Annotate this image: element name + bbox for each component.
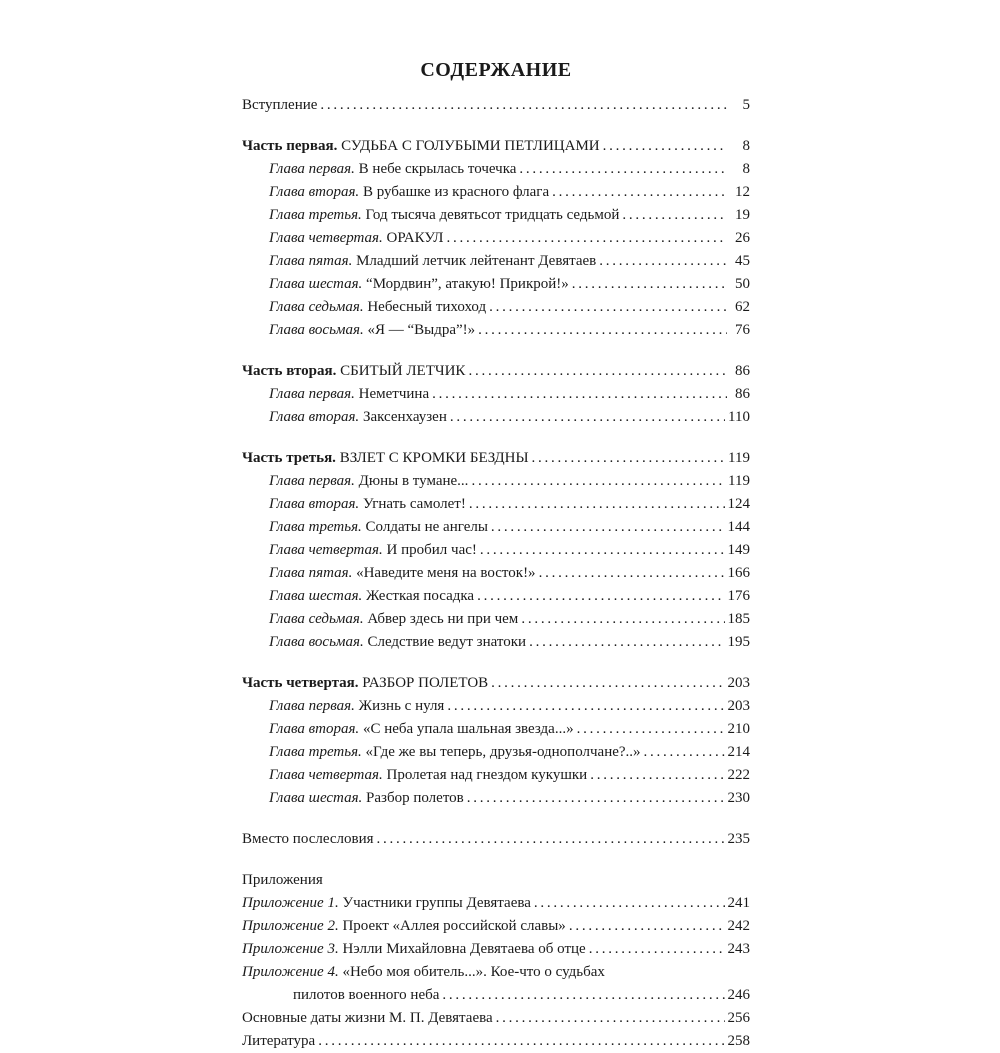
toc-entry-prefix: Глава вторая.: [269, 409, 360, 425]
toc-entry-prefix: Глава четвертая.: [269, 230, 383, 246]
toc-entry-prefix: Глава седьмая.: [269, 299, 364, 315]
toc-entry: [242, 158, 750, 181]
page-title: СОДЕРЖАНИЕ: [420, 59, 572, 81]
toc-entry-text: СБИТЫЙ ЛЕТЧИК: [336, 363, 466, 379]
toc-entry-title: [269, 296, 486, 319]
toc-entry-text: Приложения: [242, 872, 323, 888]
toc-entry-text: И пробил час!: [382, 542, 477, 558]
toc-entry-title: [242, 1007, 493, 1030]
toc-entry-title: [269, 181, 549, 204]
toc-entry-title: [269, 273, 569, 296]
dot-leader: [442, 984, 724, 1007]
toc-entry-prefix: Приложение 4.: [242, 964, 339, 980]
toc-entry-text: Угнать самолет!: [359, 496, 466, 512]
toc-entry: [242, 135, 750, 158]
page-number: 50: [735, 276, 750, 292]
toc-entry: [242, 764, 750, 787]
dot-leader: [539, 562, 725, 585]
toc-entry-title: [242, 1030, 315, 1053]
page-number: 203: [727, 675, 750, 691]
toc-entry-prefix: Глава вторая.: [269, 496, 360, 512]
toc-entry-title: [242, 360, 465, 383]
toc-entry-title: [269, 406, 447, 429]
dot-leader: [469, 493, 725, 516]
page-number: 8: [742, 161, 750, 177]
toc-entry-text: Следствие ведут знатоки: [363, 634, 527, 650]
dot-leader: [377, 828, 725, 851]
page-number: 214: [727, 744, 750, 760]
toc-entry-title: [242, 915, 566, 938]
dot-leader: [534, 892, 725, 915]
toc-entry-prefix: Глава третья.: [269, 519, 362, 535]
dot-leader: [532, 447, 726, 470]
page-number: 76: [735, 322, 750, 338]
dot-leader: [478, 319, 727, 342]
toc-entry-text: Проект «Аллея российской славы»: [338, 918, 566, 934]
page-number: 12: [735, 184, 750, 200]
toc-entry-title: [269, 562, 536, 585]
toc-entry-prefix: Глава пятая.: [269, 253, 353, 269]
toc-entry-title: [269, 718, 574, 741]
toc-entry: [242, 406, 750, 429]
toc-entry-text: В рубашке из красного флага: [359, 184, 550, 200]
toc-entry-prefix: Глава вторая.: [269, 184, 360, 200]
toc-entry-title: [242, 892, 531, 915]
page-number: 124: [727, 496, 750, 512]
dot-leader: [318, 1030, 724, 1053]
toc-entry-title: [269, 470, 468, 493]
toc-entry: [242, 319, 750, 342]
toc-entry-text: Пролетая над гнездом кукушки: [382, 767, 588, 783]
toc-entry-text: Солдаты не ангелы: [361, 519, 488, 535]
toc-entry-title: [269, 764, 587, 787]
toc-entry-prefix: Глава шестая.: [269, 276, 363, 292]
dot-leader: [489, 296, 727, 319]
dot-leader: [519, 158, 727, 181]
toc-entry-text: «Небо моя обитель...». Кое-что о судьбах: [338, 964, 605, 980]
toc-entry: [242, 718, 750, 741]
toc-entry: [242, 273, 750, 296]
toc-entry-text: Основные даты жизни М. П. Девятаева: [242, 1010, 493, 1026]
toc-entry-prefix: Глава вторая.: [269, 721, 360, 737]
dot-leader: [589, 938, 725, 961]
page-number: 195: [727, 634, 750, 650]
toc-entry: [242, 296, 750, 319]
toc-entry-prefix: Приложение 1.: [242, 895, 339, 911]
toc-entry-text: Разбор полетов: [362, 790, 464, 806]
page-number: 86: [735, 386, 750, 402]
dot-leader: [603, 135, 727, 158]
toc-entry-title: [269, 695, 444, 718]
toc-entry-title: [269, 787, 464, 810]
toc-entry: [242, 204, 750, 227]
toc-entry-text: «Наведите меня на восток!»: [352, 565, 536, 581]
toc-entry-text: Неметчина: [354, 386, 430, 402]
toc-entry: [242, 539, 750, 562]
toc-entry-prefix: Глава восьмая.: [269, 322, 364, 338]
toc-entry: [242, 892, 750, 915]
toc-entry: [242, 383, 750, 406]
toc-entry-text: Жесткая посадка: [362, 588, 475, 604]
page-number: 5: [742, 97, 750, 113]
page-number: 176: [727, 588, 750, 604]
toc-entry-prefix: Часть четвертая.: [242, 675, 359, 691]
toc-entry: [242, 1007, 750, 1030]
toc-entry-title: [269, 250, 596, 273]
toc-entry-prefix: Глава первая.: [269, 473, 355, 489]
toc-entry-title: [242, 869, 323, 892]
toc-entry-text: «Я — “Выдра”!»: [363, 322, 476, 338]
dot-leader: [529, 631, 724, 654]
page-number: 8: [742, 138, 750, 154]
toc-entry-prefix: Часть первая.: [242, 138, 338, 154]
page-number: 119: [728, 473, 750, 489]
toc-entry-title: [269, 158, 516, 181]
dot-leader: [477, 585, 724, 608]
toc-entry: [242, 227, 750, 250]
toc-entry-text: Заксенхаузен: [359, 409, 447, 425]
page-number: 222: [727, 767, 750, 783]
toc-entry: [242, 1030, 750, 1053]
dot-leader: [447, 695, 724, 718]
page-number: 19: [735, 207, 750, 223]
dot-leader: [569, 915, 725, 938]
dot-leader: [590, 764, 724, 787]
dot-leader: [471, 470, 725, 493]
page-number: 246: [727, 987, 750, 1003]
toc-entry-title: [269, 585, 474, 608]
toc-entry-text: Нэлли Михайловна Девятаева об отце: [338, 941, 586, 957]
dot-leader: [320, 94, 727, 117]
toc-entry: [242, 984, 750, 1007]
page-number: 45: [735, 253, 750, 269]
page-number: 235: [727, 831, 750, 847]
toc-entry-title: [242, 672, 488, 695]
toc-entry-title: [242, 135, 600, 158]
table-of-contents: [242, 55, 750, 1053]
toc-entry-prefix: Глава пятая.: [269, 565, 353, 581]
toc-entry-text: Жизнь с нуля: [354, 698, 445, 714]
toc-entry: [242, 181, 750, 204]
dot-leader: [450, 406, 725, 429]
toc-entry: [242, 672, 750, 695]
toc-entry-text: пилотов военного неба: [293, 987, 440, 1003]
toc-entry: [242, 470, 750, 493]
dot-leader: [572, 273, 727, 296]
dot-leader: [480, 539, 725, 562]
toc-entry-title: [293, 984, 439, 1007]
toc-entry-title: [269, 608, 518, 631]
page-number: 185: [727, 611, 750, 627]
toc-entry-title: [269, 741, 641, 764]
toc-entry: [242, 787, 750, 810]
toc-entry: [242, 631, 750, 654]
toc-entry-text: Вступление: [242, 97, 318, 113]
page-number: 203: [727, 698, 750, 714]
toc-entry: [242, 938, 750, 961]
toc-entry-prefix: Глава третья.: [269, 744, 362, 760]
toc-entry-title: [269, 631, 526, 654]
toc-entry-text: “Мордвин”, атакую! Прикрой!»: [362, 276, 569, 292]
toc-entry-text: ВЗЛЕТ С КРОМКИ БЕЗДНЫ: [335, 450, 529, 466]
toc-entry-prefix: Глава четвертая.: [269, 767, 383, 783]
toc-entry-prefix: Часть вторая.: [242, 363, 337, 379]
toc-entry-prefix: Глава третья.: [269, 207, 362, 223]
toc-entry-text: Младший летчик лейтенант Девятаев: [352, 253, 597, 269]
toc-entry: [242, 741, 750, 764]
toc-entry-prefix: Глава первая.: [269, 386, 355, 402]
toc-entry-title: [242, 828, 374, 851]
toc-entry: [242, 915, 750, 938]
toc-entry: [242, 695, 750, 718]
toc-entry-prefix: Глава шестая.: [269, 588, 363, 604]
page-number: 110: [728, 409, 750, 425]
toc-entry-text: Литература: [242, 1033, 316, 1049]
toc-entry-text: Участники группы Девятаева: [338, 895, 531, 911]
toc-entry-prefix: Приложение 2.: [242, 918, 339, 934]
toc-entry: [242, 94, 750, 117]
toc-entry-text: РАЗБОР ПОЛЕТОВ: [358, 675, 489, 691]
dot-leader: [552, 181, 727, 204]
toc-entry-prefix: Приложение 3.: [242, 941, 339, 957]
dot-leader: [577, 718, 725, 741]
toc-entry-title: [242, 94, 317, 117]
page-number: 242: [727, 918, 750, 934]
dot-leader: [491, 672, 724, 695]
page-number: 149: [727, 542, 750, 558]
toc-entry-title: [269, 493, 466, 516]
dot-leader: [467, 787, 725, 810]
toc-entry-text: Год тысяча девятьсот тридцать седьмой: [361, 207, 620, 223]
toc-entry-prefix: Часть третья.: [242, 450, 336, 466]
dot-leader: [432, 383, 727, 406]
dot-leader: [599, 250, 727, 273]
toc-entry-prefix: Глава первая.: [269, 698, 355, 714]
toc-entry: [242, 250, 750, 273]
dot-leader: [468, 360, 727, 383]
dot-leader: [521, 608, 724, 631]
toc-entry-title: [269, 383, 429, 406]
page-number: 119: [728, 450, 750, 466]
page-number: 230: [727, 790, 750, 806]
toc-entry-prefix: Глава шестая.: [269, 790, 363, 806]
page-number: 26: [735, 230, 750, 246]
toc-entry-text: СУДЬБА С ГОЛУБЫМИ ПЕТЛИЦАМИ: [337, 138, 600, 154]
page-number: 62: [735, 299, 750, 315]
toc-entry-prefix: Глава первая.: [269, 161, 355, 177]
toc-entry: [242, 585, 750, 608]
page-number: 243: [727, 941, 750, 957]
toc-entry-text: В небе скрылась точечка: [354, 161, 517, 177]
dot-leader: [622, 204, 727, 227]
toc-entry-text: Абвер здесь ни при чем: [363, 611, 519, 627]
toc-entry-title: [242, 938, 586, 961]
toc-entry-text: Дюны в тумане...: [354, 473, 469, 489]
toc-entry-title: [269, 516, 488, 539]
toc-entry-text: Вместо послесловия: [242, 831, 374, 847]
page-number: 86: [735, 363, 750, 379]
toc-entry-title: [269, 319, 475, 342]
dot-leader: [496, 1007, 725, 1030]
page-number: 144: [727, 519, 750, 535]
page-number: 241: [727, 895, 750, 911]
dot-leader: [491, 516, 725, 539]
toc-entry-title: [242, 961, 605, 984]
toc-entry-text: «С неба упала шальная звезда...»: [359, 721, 574, 737]
page-number: 210: [727, 721, 750, 737]
toc-entry-text: Небесный тихоход: [363, 299, 487, 315]
toc-entry-title: [269, 227, 443, 250]
page-number: 256: [727, 1010, 750, 1026]
toc-entry: [242, 869, 750, 892]
toc-entry: [242, 493, 750, 516]
toc-entry: [242, 447, 750, 470]
toc-entry-prefix: Глава восьмая.: [269, 634, 364, 650]
page-number: 258: [727, 1033, 750, 1049]
toc-entry: [242, 516, 750, 539]
toc-entry: [242, 608, 750, 631]
toc-entry-title: [269, 539, 477, 562]
dot-leader: [644, 741, 725, 764]
toc-entry-title: [242, 447, 529, 470]
toc-entry-text: «Где же вы теперь, друзья-однополчане?..»: [361, 744, 641, 760]
toc-entry: [242, 828, 750, 851]
toc-list: [242, 94, 750, 1053]
toc-entry-text: ОРАКУЛ: [382, 230, 444, 246]
page-number: 166: [727, 565, 750, 581]
toc-entry: [242, 360, 750, 383]
toc-entry: [242, 562, 750, 585]
toc-entry-prefix: Глава седьмая.: [269, 611, 364, 627]
toc-entry-prefix: Глава четвертая.: [269, 542, 383, 558]
toc-entry-title: [269, 204, 619, 227]
dot-leader: [446, 227, 727, 250]
toc-entry: [242, 961, 750, 984]
